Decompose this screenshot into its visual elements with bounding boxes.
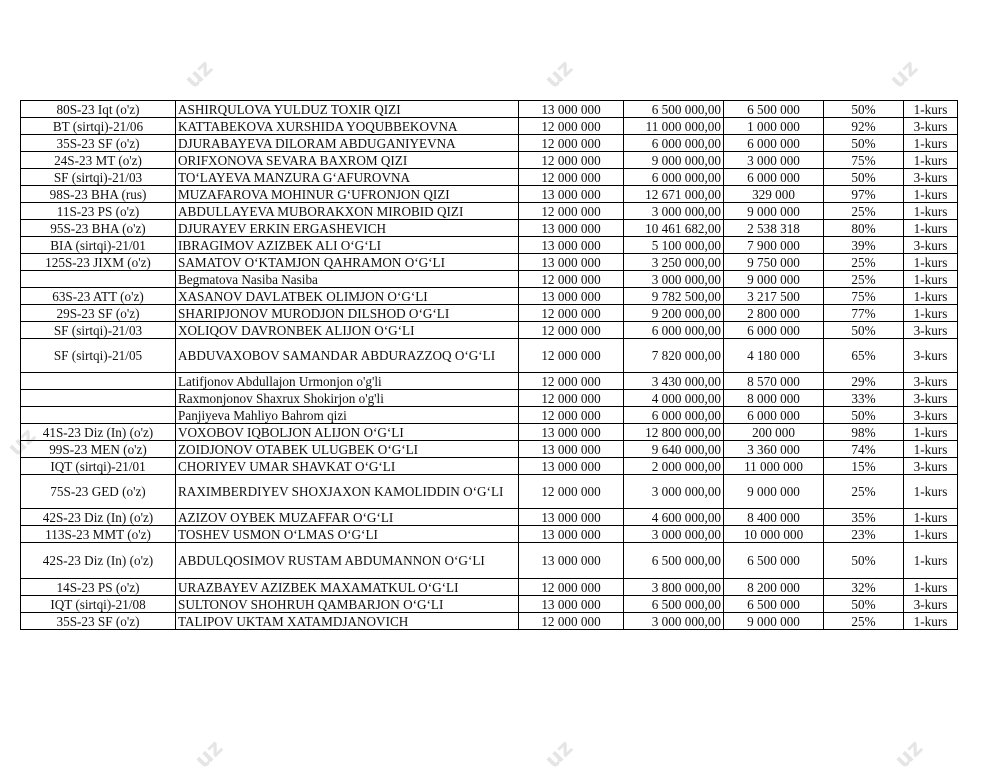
percent-cell: 25% — [824, 271, 904, 288]
debt-amount-cell: 9 000 000 — [724, 613, 824, 630]
course-cell: 1-kurs — [904, 475, 958, 509]
contract-amount-cell: 12 000 000 — [519, 390, 624, 407]
percent-cell: 92% — [824, 118, 904, 135]
paid-amount-cell: 3 800 000,00 — [624, 579, 724, 596]
percent-cell: 39% — [824, 237, 904, 254]
table-row — [21, 169, 958, 186]
group-cell — [21, 390, 176, 407]
contract-amount-cell: 13 000 000 — [519, 526, 624, 543]
percent-cell: 50% — [824, 169, 904, 186]
paid-amount-cell: 9 000 000,00 — [624, 152, 724, 169]
course-cell: 1-kurs — [904, 101, 958, 118]
payment-table — [20, 100, 958, 630]
course-cell: 1-kurs — [904, 305, 958, 322]
contract-amount-cell: 13 000 000 — [519, 288, 624, 305]
student-name-cell: IBRAGIMOV AZIZBEK ALI OʻGʻLI — [176, 237, 519, 254]
table-row — [21, 543, 958, 579]
debt-amount-cell: 9 000 000 — [724, 271, 824, 288]
course-cell: 1-kurs — [904, 613, 958, 630]
debt-amount-cell: 1 000 000 — [724, 118, 824, 135]
group-cell: 80S-23 Iqt (o'z) — [21, 101, 176, 118]
table-row — [21, 254, 958, 271]
student-name-cell: Panjiyeva Mahliyo Bahrom qizi — [176, 407, 519, 424]
student-name-cell: ABDULQOSIMOV RUSTAM ABDUMANNON OʻGʻLI — [176, 543, 519, 579]
group-cell: 24S-23 MT (o'z) — [21, 152, 176, 169]
percent-cell: 25% — [824, 613, 904, 630]
student-name-cell: MUZAFAROVA MOHINUR GʻUFRONJON QIZI — [176, 186, 519, 203]
course-cell: 1-kurs — [904, 254, 958, 271]
student-name-cell: DJURAYEV ERKIN ERGASHEVICH — [176, 220, 519, 237]
percent-cell: 33% — [824, 390, 904, 407]
paid-amount-cell: 10 461 682,00 — [624, 220, 724, 237]
contract-amount-cell: 12 000 000 — [519, 169, 624, 186]
table-row — [21, 118, 958, 135]
debt-amount-cell: 6 500 000 — [724, 543, 824, 579]
paid-amount-cell: 3 000 000,00 — [624, 526, 724, 543]
paid-amount-cell: 3 250 000,00 — [624, 254, 724, 271]
student-name-cell: Begmatova Nasiba Nasiba — [176, 271, 519, 288]
contract-amount-cell: 13 000 000 — [519, 254, 624, 271]
percent-cell: 29% — [824, 373, 904, 390]
percent-cell: 98% — [824, 424, 904, 441]
group-cell: 99S-23 MEN (o'z) — [21, 441, 176, 458]
contract-amount-cell: 13 000 000 — [519, 441, 624, 458]
course-cell: 3-kurs — [904, 322, 958, 339]
student-name-cell: RAXIMBERDIYEV SHOXJAXON KAMOLIDDIN OʻGʻLI — [176, 475, 519, 509]
percent-cell: 75% — [824, 288, 904, 305]
course-cell: 3-kurs — [904, 596, 958, 613]
table-row — [21, 407, 958, 424]
percent-cell: 50% — [824, 407, 904, 424]
group-cell: BT (sirtqi)-21/06 — [21, 118, 176, 135]
contract-amount-cell: 12 000 000 — [519, 339, 624, 373]
group-cell: 113S-23 MMT (o'z) — [21, 526, 176, 543]
percent-cell: 65% — [824, 339, 904, 373]
paid-amount-cell: 9 782 500,00 — [624, 288, 724, 305]
contract-amount-cell: 12 000 000 — [519, 579, 624, 596]
percent-cell: 50% — [824, 135, 904, 152]
contract-amount-cell: 12 000 000 — [519, 203, 624, 220]
group-cell — [21, 407, 176, 424]
group-cell: 95S-23 BHA (o'z) — [21, 220, 176, 237]
group-cell: SF (sirtqi)-21/03 — [21, 322, 176, 339]
debt-amount-cell: 8 570 000 — [724, 373, 824, 390]
table-row — [21, 526, 958, 543]
student-name-cell: XOLIQOV DAVRONBEK ALIJON OʻGʻLI — [176, 322, 519, 339]
contract-amount-cell: 13 000 000 — [519, 458, 624, 475]
group-cell: 125S-23 JIXM (o'z) — [21, 254, 176, 271]
contract-amount-cell: 12 000 000 — [519, 271, 624, 288]
group-cell: 75S-23 GED (o'z) — [21, 475, 176, 509]
contract-amount-cell: 12 000 000 — [519, 118, 624, 135]
table-row — [21, 101, 958, 118]
table-row — [21, 203, 958, 220]
table-row — [21, 322, 958, 339]
percent-cell: 77% — [824, 305, 904, 322]
paid-amount-cell: 3 000 000,00 — [624, 271, 724, 288]
student-name-cell: VOXOBOV IQBOLJON ALIJON OʻGʻLI — [176, 424, 519, 441]
paid-amount-cell: 6 000 000,00 — [624, 135, 724, 152]
group-cell: 35S-23 SF (o'z) — [21, 613, 176, 630]
student-name-cell: TOSHEV USMON OʻLMAS OʻGʻLI — [176, 526, 519, 543]
paid-amount-cell: 3 000 000,00 — [624, 203, 724, 220]
watermark: uz — [890, 735, 929, 773]
debt-amount-cell: 2 538 318 — [724, 220, 824, 237]
paid-amount-cell: 3 430 000,00 — [624, 373, 724, 390]
table-row — [21, 186, 958, 203]
group-cell: 41S-23 Diz (In) (o'z) — [21, 424, 176, 441]
contract-amount-cell: 12 000 000 — [519, 373, 624, 390]
contract-amount-cell: 13 000 000 — [519, 596, 624, 613]
course-cell: 1-kurs — [904, 271, 958, 288]
contract-amount-cell: 12 000 000 — [519, 135, 624, 152]
course-cell: 1-kurs — [904, 220, 958, 237]
table-row — [21, 271, 958, 288]
paid-amount-cell: 3 000 000,00 — [624, 613, 724, 630]
percent-cell: 74% — [824, 441, 904, 458]
course-cell: 3-kurs — [904, 118, 958, 135]
course-cell: 1-kurs — [904, 186, 958, 203]
debt-amount-cell: 9 000 000 — [724, 203, 824, 220]
paid-amount-cell: 5 100 000,00 — [624, 237, 724, 254]
table-row — [21, 509, 958, 526]
contract-amount-cell: 13 000 000 — [519, 101, 624, 118]
group-cell: 29S-23 SF (o'z) — [21, 305, 176, 322]
group-cell: 98S-23 BHA (rus) — [21, 186, 176, 203]
course-cell: 1-kurs — [904, 135, 958, 152]
group-cell: SF (sirtqi)-21/03 — [21, 169, 176, 186]
student-name-cell: URAZBAYEV AZIZBEK MAXAMATKUL OʻGʻLI — [176, 579, 519, 596]
group-cell: IQT (sirtqi)-21/08 — [21, 596, 176, 613]
debt-amount-cell: 2 800 000 — [724, 305, 824, 322]
paid-amount-cell: 4 600 000,00 — [624, 509, 724, 526]
student-name-cell: Raxmonjonov Shaxrux Shokirjon o'g'li — [176, 390, 519, 407]
watermark: uz — [885, 55, 924, 94]
course-cell: 3-kurs — [904, 237, 958, 254]
paid-amount-cell: 2 000 000,00 — [624, 458, 724, 475]
watermark: uz — [540, 55, 579, 94]
table-row — [21, 458, 958, 475]
paid-amount-cell: 6 500 000,00 — [624, 543, 724, 579]
debt-amount-cell: 8 400 000 — [724, 509, 824, 526]
course-cell: 1-kurs — [904, 152, 958, 169]
student-name-cell: KATTABEKOVA XURSHIDA YOQUBBEKOVNA — [176, 118, 519, 135]
debt-amount-cell: 9 000 000 — [724, 475, 824, 509]
table-row — [21, 339, 958, 373]
table-row — [21, 220, 958, 237]
table-row — [21, 579, 958, 596]
watermark: uz — [190, 735, 229, 773]
group-cell: 42S-23 Diz (In) (o'z) — [21, 509, 176, 526]
debt-amount-cell: 200 000 — [724, 424, 824, 441]
percent-cell: 35% — [824, 509, 904, 526]
percent-cell: 25% — [824, 254, 904, 271]
debt-amount-cell: 6 500 000 — [724, 596, 824, 613]
paid-amount-cell: 6 500 000,00 — [624, 101, 724, 118]
contract-amount-cell: 13 000 000 — [519, 424, 624, 441]
contract-amount-cell: 12 000 000 — [519, 305, 624, 322]
table-row — [21, 288, 958, 305]
student-name-cell: SAMATOV OʻKTAMJON QAHRAMON OʻGʻLI — [176, 254, 519, 271]
percent-cell: 25% — [824, 203, 904, 220]
contract-amount-cell: 13 000 000 — [519, 543, 624, 579]
course-cell: 3-kurs — [904, 407, 958, 424]
debt-amount-cell: 8 200 000 — [724, 579, 824, 596]
group-cell: IQT (sirtqi)-21/01 — [21, 458, 176, 475]
debt-amount-cell: 3 000 000 — [724, 152, 824, 169]
percent-cell: 25% — [824, 475, 904, 509]
percent-cell: 80% — [824, 220, 904, 237]
student-name-cell: ORIFXONOVA SEVARA BAXROM QIZI — [176, 152, 519, 169]
debt-amount-cell: 10 000 000 — [724, 526, 824, 543]
course-cell: 3-kurs — [904, 390, 958, 407]
table-row — [21, 441, 958, 458]
paid-amount-cell: 6 000 000,00 — [624, 407, 724, 424]
student-name-cell: ABDUVAXOBOV SAMANDAR ABDURAZZOQ OʻGʻLI — [176, 339, 519, 373]
group-cell: 11S-23 PS (o'z) — [21, 203, 176, 220]
contract-amount-cell: 13 000 000 — [519, 220, 624, 237]
debt-amount-cell: 6 000 000 — [724, 135, 824, 152]
contract-amount-cell: 13 000 000 — [519, 509, 624, 526]
table-row — [21, 596, 958, 613]
group-cell: SF (sirtqi)-21/05 — [21, 339, 176, 373]
student-name-cell: TOʻLAYEVA MANZURA GʻAFUROVNA — [176, 169, 519, 186]
contract-amount-cell: 13 000 000 — [519, 237, 624, 254]
debt-amount-cell: 6 000 000 — [724, 407, 824, 424]
table-row — [21, 613, 958, 630]
student-name-cell: ABDULLAYEVA MUBORAKXON MIROBID QIZI — [176, 203, 519, 220]
debt-amount-cell: 4 180 000 — [724, 339, 824, 373]
contract-amount-cell: 12 000 000 — [519, 152, 624, 169]
debt-amount-cell: 6 500 000 — [724, 101, 824, 118]
percent-cell: 32% — [824, 579, 904, 596]
group-cell — [21, 373, 176, 390]
group-cell: 63S-23 ATT (o'z) — [21, 288, 176, 305]
paid-amount-cell: 7 820 000,00 — [624, 339, 724, 373]
paid-amount-cell: 9 200 000,00 — [624, 305, 724, 322]
contract-amount-cell: 12 000 000 — [519, 407, 624, 424]
group-cell: 35S-23 SF (o'z) — [21, 135, 176, 152]
student-name-cell: SHARIPJONOV MURODJON DILSHOD OʻGʻLI — [176, 305, 519, 322]
table-row — [21, 305, 958, 322]
percent-cell: 50% — [824, 322, 904, 339]
debt-amount-cell: 6 000 000 — [724, 322, 824, 339]
course-cell: 1-kurs — [904, 543, 958, 579]
debt-amount-cell: 3 360 000 — [724, 441, 824, 458]
paid-amount-cell: 4 000 000,00 — [624, 390, 724, 407]
course-cell: 3-kurs — [904, 169, 958, 186]
paid-amount-cell: 6 000 000,00 — [624, 169, 724, 186]
course-cell: 1-kurs — [904, 288, 958, 305]
group-cell: 14S-23 PS (o'z) — [21, 579, 176, 596]
paid-amount-cell: 12 800 000,00 — [624, 424, 724, 441]
debt-amount-cell: 9 750 000 — [724, 254, 824, 271]
paid-amount-cell: 6 000 000,00 — [624, 322, 724, 339]
debt-amount-cell: 3 217 500 — [724, 288, 824, 305]
student-name-cell: SULTONOV SHOHRUH QAMBARJON OʻGʻLI — [176, 596, 519, 613]
paid-amount-cell: 9 640 000,00 — [624, 441, 724, 458]
debt-amount-cell: 329 000 — [724, 186, 824, 203]
percent-cell: 50% — [824, 543, 904, 579]
watermark: uz — [3, 423, 42, 462]
paid-amount-cell: 12 671 000,00 — [624, 186, 724, 203]
course-cell: 1-kurs — [904, 203, 958, 220]
contract-amount-cell: 12 000 000 — [519, 475, 624, 509]
percent-cell: 15% — [824, 458, 904, 475]
percent-cell: 50% — [824, 596, 904, 613]
group-cell — [21, 271, 176, 288]
percent-cell: 23% — [824, 526, 904, 543]
table-row — [21, 237, 958, 254]
group-cell: BIA (sirtqi)-21/01 — [21, 237, 176, 254]
group-cell: 42S-23 Diz (In) (o'z) — [21, 543, 176, 579]
percent-cell: 75% — [824, 152, 904, 169]
debt-amount-cell: 7 900 000 — [724, 237, 824, 254]
debt-amount-cell: 6 000 000 — [724, 169, 824, 186]
debt-amount-cell: 11 000 000 — [724, 458, 824, 475]
paid-amount-cell: 11 000 000,00 — [624, 118, 724, 135]
table-row — [21, 373, 958, 390]
table-row — [21, 135, 958, 152]
student-name-cell: ZOIDJONOV OTABEK ULUGBEK OʻGʻLI — [176, 441, 519, 458]
table-row — [21, 424, 958, 441]
student-name-cell: XASANOV DAVLATBEK OLIMJON OʻGʻLI — [176, 288, 519, 305]
contract-amount-cell: 12 000 000 — [519, 613, 624, 630]
watermark: uz — [540, 735, 579, 773]
course-cell: 1-kurs — [904, 509, 958, 526]
student-name-cell: TALIPOV UKTAM XATAMDJANOVICH — [176, 613, 519, 630]
course-cell: 3-kurs — [904, 458, 958, 475]
course-cell: 1-kurs — [904, 579, 958, 596]
table-row — [21, 475, 958, 509]
student-name-cell: Latifjonov Abdullajon Urmonjon o'g'li — [176, 373, 519, 390]
course-cell: 1-kurs — [904, 441, 958, 458]
contract-amount-cell: 12 000 000 — [519, 322, 624, 339]
student-name-cell: CHORIYEV UMAR SHAVKAT OʻGʻLI — [176, 458, 519, 475]
watermark: uz — [180, 55, 219, 94]
table-row — [21, 152, 958, 169]
course-cell: 1-kurs — [904, 424, 958, 441]
percent-cell: 50% — [824, 101, 904, 118]
contract-amount-cell: 13 000 000 — [519, 186, 624, 203]
course-cell: 3-kurs — [904, 339, 958, 373]
student-name-cell: ASHIRQULOVA YULDUZ TOXIR QIZI — [176, 101, 519, 118]
table-body — [21, 101, 958, 630]
paid-amount-cell: 3 000 000,00 — [624, 475, 724, 509]
course-cell: 1-kurs — [904, 526, 958, 543]
course-cell: 3-kurs — [904, 373, 958, 390]
debt-amount-cell: 8 000 000 — [724, 390, 824, 407]
table-row — [21, 390, 958, 407]
percent-cell: 97% — [824, 186, 904, 203]
student-name-cell: DJURABAYEVA DILORAM ABDUGANIYEVNA — [176, 135, 519, 152]
student-name-cell: AZIZOV OYBEK MUZAFFAR OʻGʻLI — [176, 509, 519, 526]
paid-amount-cell: 6 500 000,00 — [624, 596, 724, 613]
